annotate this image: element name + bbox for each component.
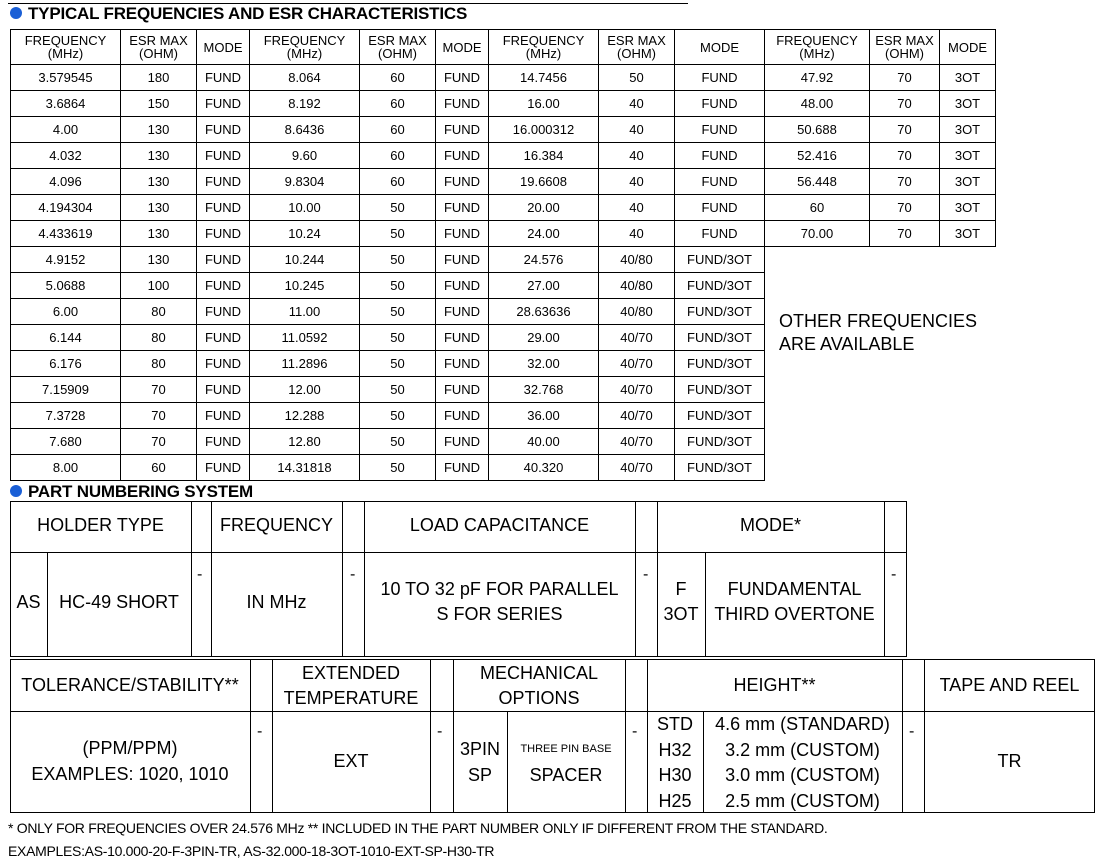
height-desc: 2.5 mm (CUSTOM) <box>725 790 880 811</box>
frequency-table <box>10 29 996 481</box>
empty-cell <box>765 455 870 481</box>
mode-cell: FUND <box>436 299 489 325</box>
mode-cell: FUND <box>436 247 489 273</box>
esr-cell: 60 <box>121 455 197 481</box>
frequency-cell: 4.433619 <box>11 221 121 247</box>
mode-desc-1: FUNDAMENTAL <box>727 579 862 599</box>
height-desc: 3.2 mm (CUSTOM) <box>725 739 880 760</box>
load-capacitance-header: LOAD CAPACITANCE <box>409 515 590 535</box>
mode-cell: 3OT <box>940 65 996 91</box>
mode-cell: FUND <box>436 169 489 195</box>
esr-cell: 40 <box>599 169 675 195</box>
frequency-cell: 6.144 <box>11 325 121 351</box>
height-code: H25 <box>658 790 692 811</box>
esr-cell: 70 <box>870 221 940 247</box>
frequency-cell: 11.00 <box>250 299 360 325</box>
frequency-cell: 50.688 <box>765 117 870 143</box>
frequency-cell: 4.032 <box>11 143 121 169</box>
table-row <box>11 65 996 91</box>
mode-cell: FUND <box>675 221 765 247</box>
header-mode: MODE <box>675 30 765 65</box>
esr-cell: 70 <box>870 117 940 143</box>
esr-cell: 50 <box>360 403 436 429</box>
mech-code-1: 3PIN <box>459 739 501 759</box>
empty-cell <box>765 273 870 299</box>
mode-cell: FUND <box>197 455 250 481</box>
table-row <box>11 429 996 455</box>
esr-cell: 130 <box>121 143 197 169</box>
other-line-2: ARE AVAILABLE <box>779 334 915 354</box>
table-row <box>11 117 996 143</box>
mode-cell: FUND/3OT <box>675 351 765 377</box>
empty-cell <box>870 403 940 429</box>
height-code: STD <box>657 714 693 734</box>
tape-value: TR <box>997 751 1022 771</box>
frequency-desc: IN MHz <box>246 592 307 612</box>
frequency-cell: 12.00 <box>250 377 360 403</box>
esr-cell: 40/70 <box>599 429 675 455</box>
mech-header-2: OPTIONS <box>498 688 580 708</box>
load-line-2: S FOR SERIES <box>436 604 563 624</box>
mode-cell: FUND <box>197 273 250 299</box>
esr-cell: 180 <box>121 65 197 91</box>
frequency-cell: 10.24 <box>250 221 360 247</box>
frequency-header: FREQUENCY <box>219 515 333 535</box>
mode-cell: FUND <box>675 169 765 195</box>
mode-cell: FUND <box>436 221 489 247</box>
height-desc: 4.6 mm (STANDARD) <box>715 714 890 734</box>
esr-cell: 70 <box>870 143 940 169</box>
empty-cell <box>765 429 870 455</box>
frequency-cell: 47.92 <box>765 65 870 91</box>
frequency-cell: 40.320 <box>489 455 599 481</box>
header-mode: MODE <box>940 30 996 65</box>
esr-cell: 130 <box>121 221 197 247</box>
freq-section-heading <box>10 4 467 24</box>
esr-cell: 60 <box>360 143 436 169</box>
mode-code-1: F <box>675 579 687 599</box>
esr-cell: 130 <box>121 247 197 273</box>
empty-cell <box>765 377 870 403</box>
esr-cell: 40 <box>599 195 675 221</box>
frequency-cell: 7.15909 <box>11 377 121 403</box>
esr-cell: 40/70 <box>599 455 675 481</box>
esr-cell: 60 <box>360 169 436 195</box>
table-row <box>11 195 996 221</box>
empty-cell <box>870 273 940 299</box>
mode-cell: FUND/3OT <box>675 273 765 299</box>
frequency-cell: 56.448 <box>765 169 870 195</box>
frequency-cell: 14.7456 <box>489 65 599 91</box>
mode-cell: FUND <box>436 351 489 377</box>
table-row <box>11 169 996 195</box>
header-mode: MODE <box>436 30 489 65</box>
frequency-cell: 12.288 <box>250 403 360 429</box>
table-row <box>11 403 996 429</box>
separator-dash: - <box>643 566 649 583</box>
height-header: HEIGHT** <box>733 675 816 695</box>
empty-cell <box>870 455 940 481</box>
footnote: * ONLY FOR FREQUENCIES OVER 24.576 MHz ** INCLUDED IN THE PART NUMBER ONLY IF DIFFERENT FROM THE STANDARD. <box>8 820 828 836</box>
holder-code: AS <box>16 592 41 612</box>
esr-cell: 50 <box>360 455 436 481</box>
bullet-icon <box>10 485 22 497</box>
frequency-cell: 9.8304 <box>250 169 360 195</box>
mode-cell: FUND/3OT <box>675 325 765 351</box>
esr-cell: 40/70 <box>599 325 675 351</box>
header-mode: MODE <box>197 30 250 65</box>
mode-cell: FUND <box>197 403 250 429</box>
header-esr-max: ESR MAX (OHM) <box>360 30 436 65</box>
mode-desc-2: THIRD OVERTONE <box>714 604 875 624</box>
esr-cell: 80 <box>121 325 197 351</box>
mech-desc-2: SPACER <box>529 765 603 785</box>
frequency-cell: 3.579545 <box>11 65 121 91</box>
frequency-cell: 14.31818 <box>250 455 360 481</box>
header-esr-max: ESR MAX (OHM) <box>121 30 197 65</box>
header-frequency: FREQUENCY (MHz) <box>765 30 870 65</box>
esr-cell: 50 <box>360 221 436 247</box>
mode-cell: FUND <box>675 143 765 169</box>
esr-cell: 40 <box>599 91 675 117</box>
empty-cell <box>940 247 996 273</box>
vline <box>884 501 885 657</box>
table-row <box>11 91 996 117</box>
empty-cell <box>870 377 940 403</box>
frequency-cell: 16.384 <box>489 143 599 169</box>
frequency-cell: 29.00 <box>489 325 599 351</box>
mode-cell: 3OT <box>940 117 996 143</box>
mode-cell: FUND <box>436 455 489 481</box>
esr-cell: 130 <box>121 169 197 195</box>
ext-header-2: TEMPERATURE <box>283 688 419 708</box>
esr-cell: 70 <box>870 65 940 91</box>
frequency-cell: 10.00 <box>250 195 360 221</box>
mode-cell: 3OT <box>940 169 996 195</box>
part-section-title: PART NUMBERING SYSTEM <box>28 482 253 501</box>
empty-cell <box>940 403 996 429</box>
esr-cell: 150 <box>121 91 197 117</box>
height-code: H32 <box>658 739 692 760</box>
row-2-divider <box>10 711 1095 712</box>
esr-cell: 50 <box>599 65 675 91</box>
mode-header: MODE* <box>739 515 801 535</box>
tolerance-header: TOLERANCE/STABILITY** <box>21 675 239 695</box>
frequency-cell: 7.3728 <box>11 403 121 429</box>
frequency-cell: 19.6608 <box>489 169 599 195</box>
esr-cell: 50 <box>360 299 436 325</box>
esr-cell: 40/70 <box>599 351 675 377</box>
frequency-cell: 4.194304 <box>11 195 121 221</box>
mode-cell: FUND <box>197 377 250 403</box>
mode-cell: FUND <box>436 325 489 351</box>
header-frequency: FREQUENCY (MHz) <box>11 30 121 65</box>
esr-cell: 50 <box>360 195 436 221</box>
vline <box>342 501 343 657</box>
mode-cell: FUND <box>197 169 250 195</box>
esr-cell: 40/70 <box>599 377 675 403</box>
mode-cell: FUND <box>197 117 250 143</box>
height-desc: 3.0 mm (CUSTOM) <box>725 765 880 785</box>
esr-cell: 70 <box>121 377 197 403</box>
mode-cell: 3OT <box>940 221 996 247</box>
freq-table-header <box>11 30 996 65</box>
mode-cell: FUND <box>197 325 250 351</box>
mode-cell: FUND <box>436 195 489 221</box>
frequency-cell: 11.2896 <box>250 351 360 377</box>
other-frequencies-note <box>779 310 977 356</box>
mode-cell: FUND <box>436 91 489 117</box>
esr-cell: 130 <box>121 117 197 143</box>
frequency-cell: 9.60 <box>250 143 360 169</box>
mech-desc-1: THREE PIN BASE <box>520 743 612 755</box>
header-frequency: FREQUENCY (MHz) <box>489 30 599 65</box>
esr-cell: 70 <box>121 429 197 455</box>
esr-cell: 130 <box>121 195 197 221</box>
mech-code-2: SP <box>467 765 492 785</box>
frequency-cell: 36.00 <box>489 403 599 429</box>
frequency-cell: 24.576 <box>489 247 599 273</box>
esr-cell: 70 <box>870 91 940 117</box>
mode-cell: 3OT <box>940 91 996 117</box>
frequency-cell: 27.00 <box>489 273 599 299</box>
esr-cell: 60 <box>360 117 436 143</box>
frequency-cell: 60 <box>765 195 870 221</box>
empty-cell <box>940 377 996 403</box>
tolerance-line-2: EXAMPLES: 1020, 1010 <box>31 764 229 784</box>
header-frequency: FREQUENCY (MHz) <box>250 30 360 65</box>
esr-cell: 80 <box>121 299 197 325</box>
tolerance-line-1: (PPM/PPM) <box>82 738 178 758</box>
mode-cell: FUND <box>675 91 765 117</box>
empty-cell <box>940 455 996 481</box>
mode-cell: FUND <box>436 429 489 455</box>
separator-dash: - <box>891 566 897 583</box>
esr-cell: 50 <box>360 377 436 403</box>
esr-cell: 70 <box>121 403 197 429</box>
table-row <box>11 247 996 273</box>
mode-cell: FUND/3OT <box>675 403 765 429</box>
frequency-cell: 6.176 <box>11 351 121 377</box>
esr-cell: 40/70 <box>599 403 675 429</box>
mode-cell: FUND <box>436 143 489 169</box>
separator-dash: - <box>632 723 638 740</box>
separator-dash: - <box>257 723 263 740</box>
frequency-cell: 28.63636 <box>489 299 599 325</box>
separator-dash: - <box>350 566 356 583</box>
ext-header-1: EXTENDED <box>301 663 400 683</box>
mode-cell: 3OT <box>940 143 996 169</box>
table-row <box>11 455 996 481</box>
ext-value: EXT <box>333 751 369 771</box>
separator-dash: - <box>437 723 443 740</box>
table-row <box>11 273 996 299</box>
mech-header-1: MECHANICAL <box>479 663 599 683</box>
frequency-cell: 52.416 <box>765 143 870 169</box>
mode-cell: FUND <box>436 65 489 91</box>
frequency-cell: 32.768 <box>489 377 599 403</box>
empty-cell <box>765 403 870 429</box>
part-number-examples: EXAMPLES:AS-10.000-20-F-3PIN-TR, AS-32.000-18-3OT-1010-EXT-SP-H30-TR <box>8 843 495 859</box>
frequency-cell: 48.00 <box>765 91 870 117</box>
esr-cell: 60 <box>360 91 436 117</box>
freq-section-title: TYPICAL FREQUENCIES AND ESR CHARACTERISTICS <box>28 4 468 23</box>
frequency-cell: 4.00 <box>11 117 121 143</box>
separator-dash: - <box>909 723 915 740</box>
esr-cell: 40 <box>599 143 675 169</box>
empty-cell <box>765 247 870 273</box>
esr-cell: 40 <box>599 117 675 143</box>
vline <box>635 501 636 657</box>
mode-code-2: 3OT <box>663 604 699 624</box>
mode-cell: FUND <box>436 377 489 403</box>
esr-cell: 80 <box>121 351 197 377</box>
holder-type-header: HOLDER TYPE <box>37 515 164 535</box>
esr-cell: 70 <box>870 195 940 221</box>
empty-cell <box>940 273 996 299</box>
mode-cell: FUND/3OT <box>675 299 765 325</box>
mode-cell: FUND <box>436 117 489 143</box>
vline <box>430 659 431 813</box>
esr-cell: 50 <box>360 351 436 377</box>
mode-cell: FUND <box>197 65 250 91</box>
frequency-cell: 7.680 <box>11 429 121 455</box>
frequency-cell: 8.192 <box>250 91 360 117</box>
mode-cell: FUND <box>675 117 765 143</box>
frequency-cell: 10.245 <box>250 273 360 299</box>
height-code: H30 <box>658 765 692 785</box>
esr-cell: 50 <box>360 325 436 351</box>
frequency-cell: 10.244 <box>250 247 360 273</box>
frequency-cell: 20.00 <box>489 195 599 221</box>
header-esr-max: ESR MAX (OHM) <box>870 30 940 65</box>
mode-cell: FUND <box>197 247 250 273</box>
mode-cell: FUND <box>197 143 250 169</box>
other-line-1: OTHER FREQUENCIES <box>779 311 978 331</box>
table-row <box>11 221 996 247</box>
mode-cell: FUND <box>197 351 250 377</box>
holder-desc: HC-49 SHORT <box>59 592 179 612</box>
frequency-cell: 8.00 <box>11 455 121 481</box>
frequency-cell: 4.096 <box>11 169 121 195</box>
esr-cell: 50 <box>360 429 436 455</box>
frequency-cell: 70.00 <box>765 221 870 247</box>
frequency-cell: 32.00 <box>489 351 599 377</box>
esr-cell: 50 <box>360 247 436 273</box>
mode-cell: FUND <box>197 429 250 455</box>
vline <box>250 659 251 813</box>
tape-header: TAPE AND REEL <box>939 675 1080 695</box>
frequency-cell: 4.9152 <box>11 247 121 273</box>
esr-cell: 70 <box>870 169 940 195</box>
empty-cell <box>870 429 940 455</box>
mode-cell: FUND/3OT <box>675 247 765 273</box>
frequency-cell: 12.80 <box>250 429 360 455</box>
empty-cell <box>940 429 996 455</box>
mode-cell: FUND <box>197 299 250 325</box>
load-line-1: 10 TO 32 pF FOR PARALLEL <box>380 579 619 599</box>
mode-cell: FUND <box>675 195 765 221</box>
mode-cell: FUND <box>436 403 489 429</box>
mode-cell: FUND/3OT <box>675 455 765 481</box>
frequency-cell: 16.000312 <box>489 117 599 143</box>
mode-cell: FUND/3OT <box>675 429 765 455</box>
empty-cell <box>870 247 940 273</box>
frequency-cell: 24.00 <box>489 221 599 247</box>
frequency-cell: 16.00 <box>489 91 599 117</box>
esr-cell: 40/80 <box>599 247 675 273</box>
bullet-icon <box>10 7 22 19</box>
part-section-heading <box>10 482 253 502</box>
esr-cell: 40/80 <box>599 299 675 325</box>
vline <box>191 501 192 657</box>
esr-cell: 100 <box>121 273 197 299</box>
row-1-divider <box>10 552 907 553</box>
frequency-cell: 6.00 <box>11 299 121 325</box>
vline <box>902 659 903 813</box>
frequency-cell: 8.064 <box>250 65 360 91</box>
mode-cell: FUND/3OT <box>675 377 765 403</box>
mode-cell: 3OT <box>940 195 996 221</box>
mode-cell: FUND <box>436 273 489 299</box>
esr-cell: 60 <box>360 65 436 91</box>
esr-cell: 50 <box>360 273 436 299</box>
mode-cell: FUND <box>675 65 765 91</box>
esr-cell: 40 <box>599 221 675 247</box>
separator-dash: - <box>197 566 203 583</box>
frequency-cell: 8.6436 <box>250 117 360 143</box>
table-row <box>11 143 996 169</box>
table-row <box>11 377 996 403</box>
mode-cell: FUND <box>197 195 250 221</box>
mode-cell: FUND <box>197 91 250 117</box>
frequency-cell: 11.0592 <box>250 325 360 351</box>
vline <box>625 659 626 813</box>
frequency-cell: 3.6864 <box>11 91 121 117</box>
frequency-cell: 40.00 <box>489 429 599 455</box>
header-esr-max: ESR MAX (OHM) <box>599 30 675 65</box>
frequency-cell: 5.0688 <box>11 273 121 299</box>
esr-cell: 40/80 <box>599 273 675 299</box>
mode-cell: FUND <box>197 221 250 247</box>
